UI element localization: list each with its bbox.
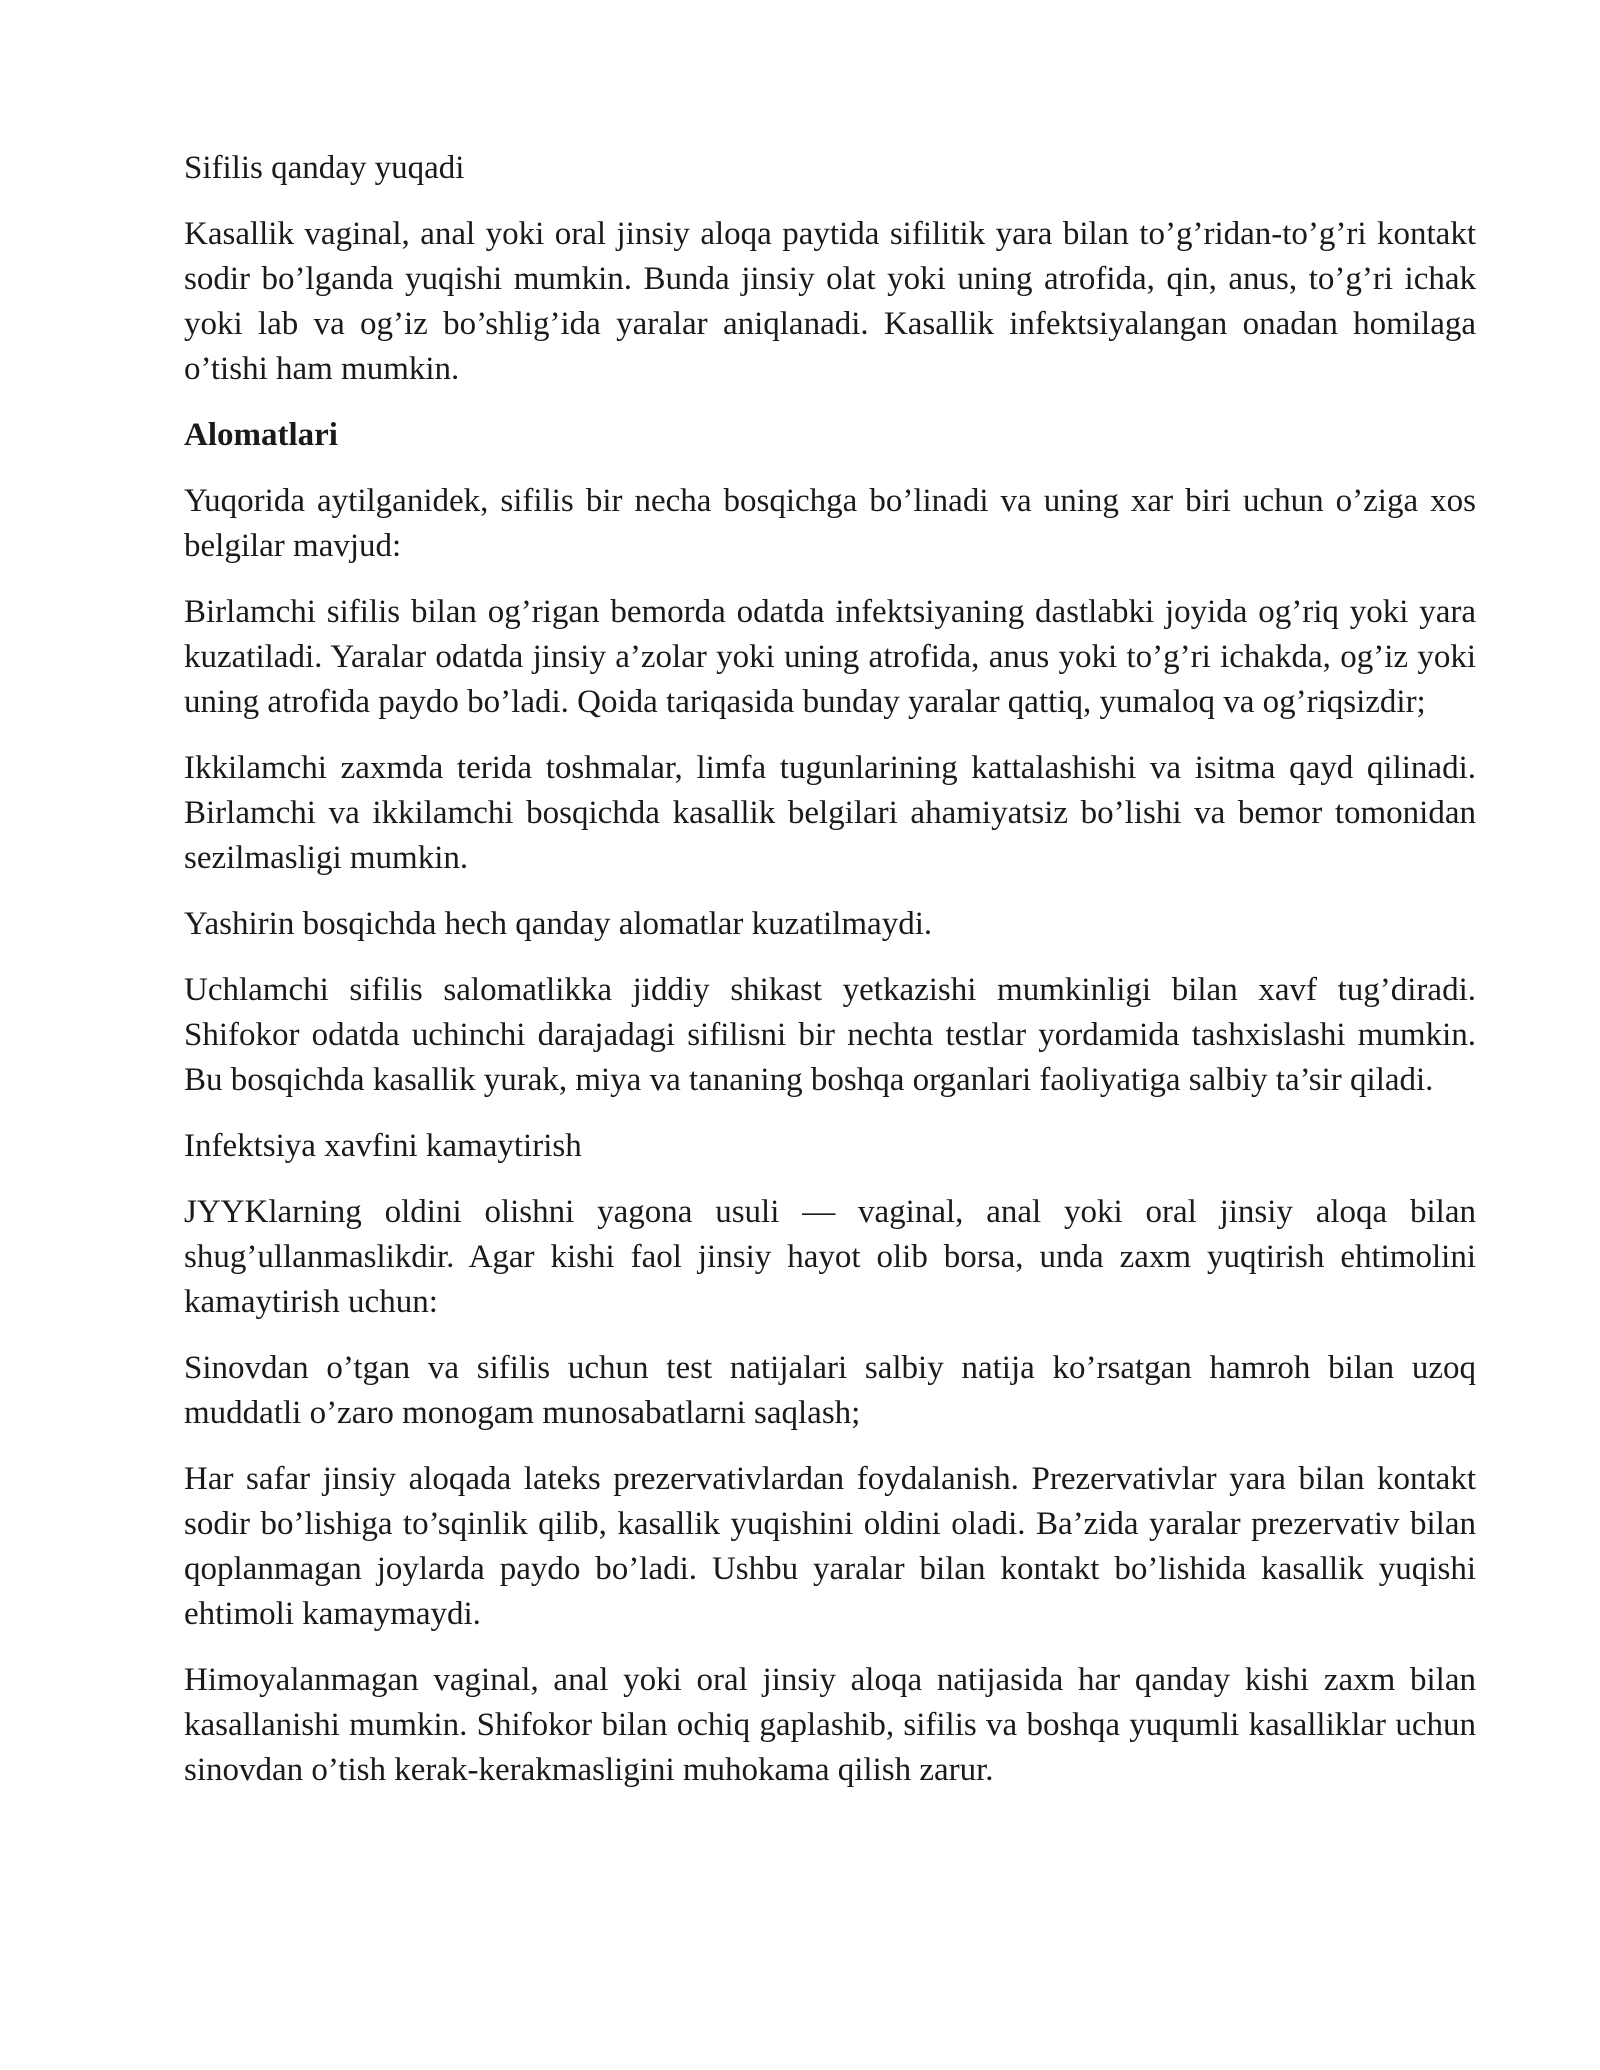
paragraph-primary-stage: Birlamchi sifilis bilan og’rigan bemorda odatda infektsiyaning dastlabki joyida og’riq yoki yara kuzatiladi. Yaralar odatda jinsiy a’zolar yoki uning atrofida, anus yoki to’g’ri ichakda, og’iz yoki uning atrofida paydo bo’ladi. Qoida tariqasida bunday yaralar qattiq, yumaloq va og’riqsizdir; (184, 594, 1476, 720)
paragraph-transmission: Kasallik vaginal, anal yoki oral jinsiy aloqa paytida sifilitik yara bilan to’g’ridan-to’g’ri kontakt sodir bo’lganda yuqishi mumkin. Bunda jinsiy olat yoki uning atrofida, qin, anus, to’g’ri ichak yoki lab va og’iz bo’shlig’ida yaralar aniqlanadi. Kasallik infektsiyalangan onadan homilaga o’tishi ham mumkin. (184, 216, 1476, 387)
section-heading-symptoms: Alomatlari (184, 417, 338, 453)
paragraph-tertiary-stage: Uchlamchi sifilis salomatlikka jiddiy shikast yetkazishi mumkinligi bilan xavf tug’diradi. Shifokor odatda uchinchi darajadagi sifilisni bir nechta testlar yordamida tashxislashi mumkin. Bu bosqichda kasallik yurak, miya va tananing boshqa organlari faoliyatiga salbiy ta’sir qiladi. (184, 972, 1476, 1098)
paragraph-testing: Himoyalanmagan vaginal, anal yoki oral jinsiy aloqa natijasida har qanday kishi zaxm bilan kasallanishi mumkin. Shifokor bilan ochiq gaplashib, sifilis va boshqa yuqumli kasalliklar uchun sinovdan o’tish kerak-kerakmasligini muhokama qilish zarur. (184, 1662, 1476, 1788)
paragraph-stages-intro: Yuqorida aytilganidek, sifilis bir necha bosqichga bo’linadi va uning xar biri uchun o’ziga xos belgilar mavjud: (184, 483, 1476, 564)
section-title-risk-reduction: Infektsiya xavfini kamaytirish (184, 1128, 582, 1164)
document-page (184, 146, 1476, 1814)
paragraph-condoms: Har safar jinsiy aloqada lateks prezervativlardan foydalanish. Prezervativlar yara bilan kontakt sodir bo’lishiga to’sqinlik qilib, kasallik yuqishini oldini oladi. Ba’zida yaralar prezervativ bilan qoplanmagan joylarda paydo bo’ladi. Ushbu yaralar bilan kontakt bo’lishida kasallik yuqishi ehtimoli kamaymaydi. (184, 1461, 1476, 1632)
paragraph-secondary-stage: Ikkilamchi zaxmda terida toshmalar, limfa tugunlarining kattalashishi va isitma qayd qilinadi. Birlamchi va ikkilamchi bosqichda kasallik belgilari ahamiyatsiz bo’lishi va bemor tomonidan sezilmasligi mumkin. (184, 750, 1476, 876)
paragraph-latent-stage: Yashirin bosqichda hech qanday alomatlar kuzatilmaydi. (184, 906, 933, 942)
paragraph-prevention: JYYKlarning oldini olishni yagona usuli — vaginal, anal yoki oral jinsiy aloqa bilan shug’ullanmaslikdir. Agar kishi faol jinsiy hayot olib borsa, unda zaxm yuqtirish ehtimolini kamaytirish uchun: (184, 1194, 1476, 1320)
section-title-transmission: Sifilis qanday yuqadi (184, 150, 465, 186)
paragraph-monogamy: Sinovdan o’tgan va sifilis uchun test natijalari salbiy natija ko’rsatgan hamroh bilan uzoq muddatli o’zaro monogam munosabatlarni saqlash; (184, 1350, 1476, 1431)
